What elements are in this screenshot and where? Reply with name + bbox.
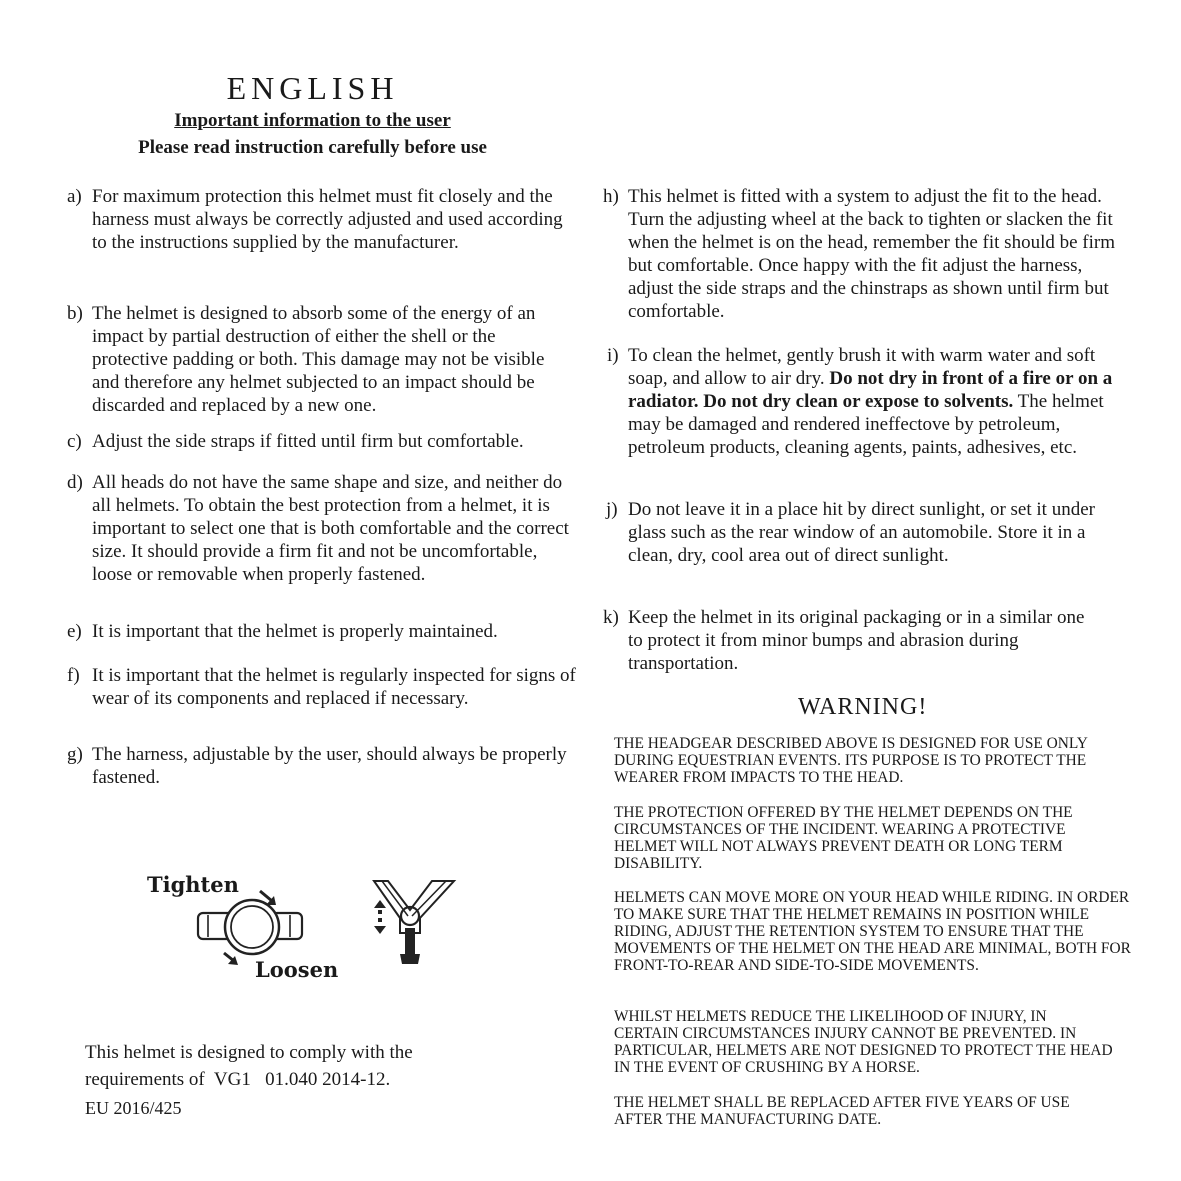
item-label: d): [67, 472, 83, 493]
item-text-bold: Do not dry in front of a fire or on a radiator. Do not dry clean or expose to solvents.: [628, 368, 1113, 412]
item-text: It is important that the helmet is regularly inspected for signs of wear of its components and replaced if necessary.: [92, 665, 576, 709]
item-text: It is important that the helmet is properly maintained.: [92, 621, 498, 642]
subtitle-important: Important information to the user: [174, 110, 451, 131]
item-label: h): [603, 186, 619, 207]
item-label: a): [67, 186, 82, 207]
item-label: j): [606, 499, 618, 520]
adjusting-wheel-icon: [190, 885, 320, 965]
item-text-part: The helmet may be damaged and rendered ineffectove by petroleum, petroleum products, cleaning agents, paints, adhesives, etc.: [628, 391, 1104, 458]
subtitle-read-instructions: Please read instruction carefully before use: [138, 137, 487, 158]
warning-paragraph-2: THE PROTECTION OFFERED BY THE HELMET DEPENDS ON THE CIRCUMSTANCES OF THE INCIDENT. WEARING A PROTECTIVE HELMET WILL NOT ALWAYS PREVENT DEATH OR LONG TERM DISABILITY.: [614, 804, 1073, 872]
warning-paragraph-5: THE HELMET SHALL BE REPLACED AFTER FIVE YEARS OF USE AFTER THE MANUFACTURING DATE.: [614, 1094, 1070, 1128]
item-text: Do not leave it in a place hit by direct sunlight, or set it under glass such as the rear window of an automobile. Store it in a clean, dry, cool area out of direct sunlight.: [628, 499, 1095, 566]
updown-arrow-icon: [373, 900, 387, 934]
item-text-part: To clean the helmet, gently brush it with warm water and soft soap, and allow to air dry.: [628, 345, 1096, 389]
list-item-j: [606, 498, 1106, 567]
compliance-line-1: This helmet is designed to comply with the: [85, 1042, 413, 1063]
item-label: g): [67, 744, 83, 765]
item-text: Adjust the side straps if fitted until firm but comfortable.: [92, 431, 524, 452]
item-text: All heads do not have the same shape and size, and neither do all helmets. To obtain the best protection from a helmet, it is important to select one that is both comfortable and the correct size. It should provide a firm fit and not be uncomfortable, loose or removable when properly fastened.: [92, 472, 569, 585]
list-item-f: [67, 664, 587, 710]
list-item-c: [67, 430, 587, 453]
compliance-line-3: EU 2016/425: [85, 1098, 182, 1118]
item-label: i): [607, 345, 619, 366]
item-text: The helmet is designed to absorb some of the energy of an impact by partial destruction of either the shell or the protective padding or both. This damage may not be visible and therefore any helmet subjected to an impact should be discarded and replaced by a new one.: [92, 303, 545, 416]
item-text: This helmet is fitted with a system to adjust the fit to the head. Turn the adjusting wheel at the back to tighten or slacken the fit when the helmet is on the head, remember the fit should be firm but comfortable. Once happy with the fit adjust the harness, adjust the side straps and the chinstraps as shown until firm but comfortable.: [628, 186, 1115, 322]
list-item-b: [67, 302, 567, 417]
warning-paragraph-3: HELMETS CAN MOVE MORE ON YOUR HEAD WHILE RIDING. IN ORDER TO MAKE SURE THAT THE HELMET REMAINS IN POSITION WHILE RIDING, ADJUST THE RETENTION SYSTEM TO ENSURE THAT THE MOVEMENTS OF THE HELMET ON THE HEAD ARE MINIMAL, BOTH FOR FRONT-TO-REAR AND SIDE-TO-SIDE MOVEMENTS.: [614, 889, 1131, 974]
item-label: f): [67, 665, 80, 686]
tighten-label: Tighten: [147, 872, 239, 897]
list-item-k: [603, 606, 1103, 675]
warning-paragraph-4: WHILST HELMETS REDUCE THE LIKELIHOOD OF INJURY, IN CERTAIN CIRCUMSTANCES INJURY CANNOT BE PREVENTED. IN PARTICULAR, HELMETS ARE NOT DESIGNED TO PROTECT THE HEAD IN THE EVENT OF CRUSHING BY A HORSE.: [614, 1008, 1113, 1076]
item-label: b): [67, 303, 83, 324]
list-item-a: [67, 185, 567, 254]
page-title: ENGLISH: [226, 70, 399, 106]
item-text: Keep the helmet in its original packaging or in a similar one to protect it from minor bumps and abrasion during transportation.: [628, 607, 1085, 674]
list-item-i: [607, 344, 1127, 459]
list-item-d: [67, 471, 572, 586]
warning-title: WARNING!: [798, 694, 928, 720]
warning-paragraph-1: THE HEADGEAR DESCRIBED ABOVE IS DESIGNED FOR USE ONLY DURING EQUESTRIAN EVENTS. ITS PURPOSE IS TO PROTECT THE WEARER FROM IMPACTS TO THE HEAD.: [614, 735, 1088, 786]
item-label: k): [603, 607, 619, 628]
item-label: c): [67, 431, 82, 452]
list-item-g: [67, 743, 567, 789]
item-text: The harness, adjustable by the user, should always be properly fastened.: [92, 744, 567, 788]
list-item-h: [603, 185, 1123, 323]
loosen-label: Loosen: [255, 957, 339, 982]
list-item-e: [67, 620, 587, 643]
item-text: [628, 344, 1127, 459]
item-text: For maximum protection this helmet must fit closely and the harness must always be correctly adjusted and used according to the instructions supplied by the manufacturer.: [92, 186, 563, 253]
item-label: e): [67, 621, 82, 642]
compliance-line-2: requirements of VG1 01.040 2014-12.: [85, 1069, 391, 1090]
